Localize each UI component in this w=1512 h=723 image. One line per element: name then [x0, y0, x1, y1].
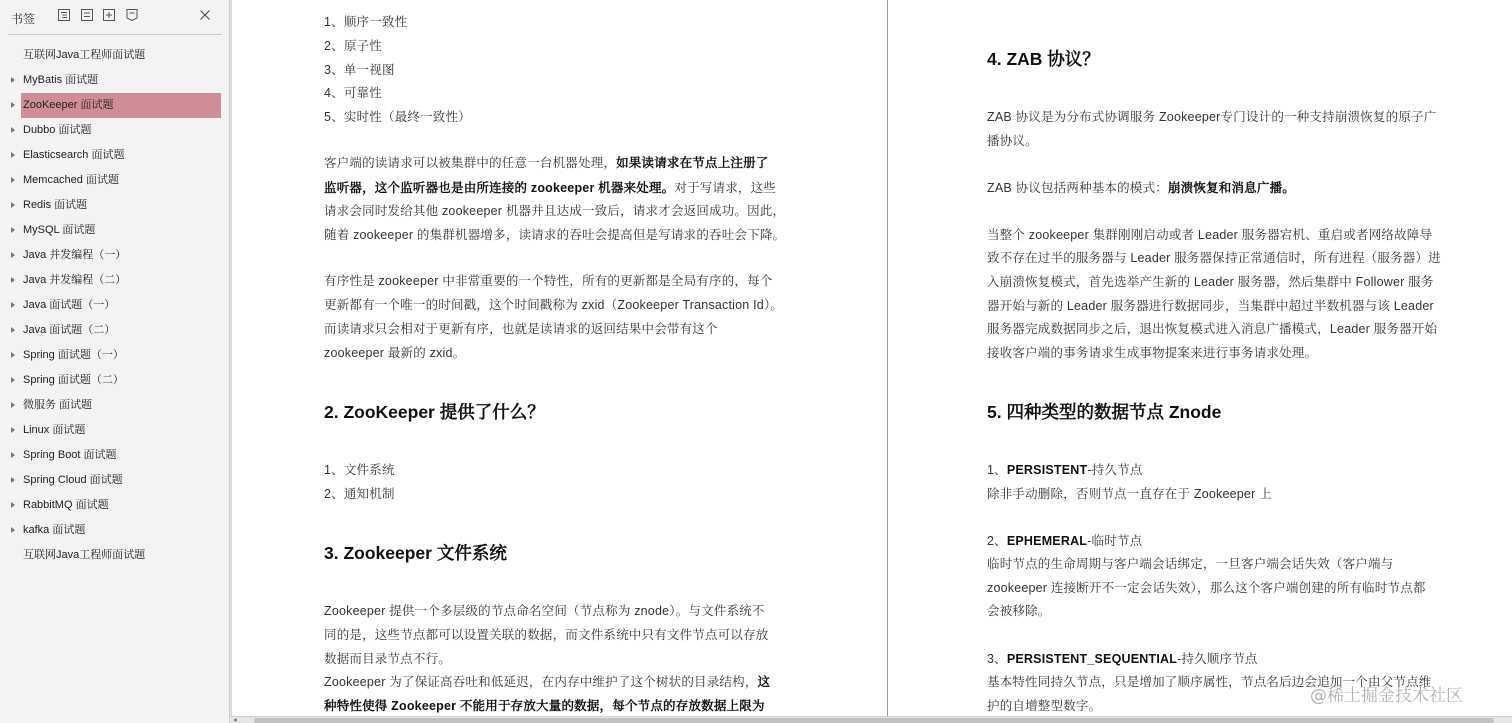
chevron-right-icon[interactable]	[11, 152, 15, 158]
chevron-right-icon[interactable]	[11, 427, 15, 433]
bookmark-item[interactable]	[0, 93, 229, 118]
paragraph-line: 客户端的读请求可以被集群中的任意一台机器处理，如果读请求在节点上注册了	[324, 156, 769, 170]
bookmark-label: Elasticsearch 面试题	[23, 149, 125, 161]
paragraph-line: Zookeeper 为了保证高吞吐和低延迟，在内存中维护了这个树状的目录结构，这	[324, 675, 771, 689]
paragraph-line: ZAB 协议包括两种基本的模式：崩溃恢复和消息广播。	[987, 181, 1295, 195]
bookmark-label: Redis 面试题	[23, 199, 88, 211]
bookmark-label: RabbitMQ 面试题	[23, 499, 109, 511]
chevron-right-icon[interactable]	[11, 177, 15, 183]
bookmark-item[interactable]	[0, 443, 229, 468]
chevron-right-icon[interactable]	[11, 302, 15, 308]
bookmarks-panel	[0, 0, 230, 723]
list-item: 4、可靠性	[324, 86, 382, 100]
bookmark-item[interactable]	[0, 543, 229, 568]
bookmark-item[interactable]	[0, 293, 229, 318]
paragraph-line: 而读请求只会相对于更新有序，也就是读请求的返回结果中会带有这个	[324, 322, 718, 336]
paragraph-line: 除非手动删除，否则节点一直存在于 Zookeeper 上	[987, 487, 1272, 501]
bookmarks-divider	[8, 34, 222, 35]
list-item: 1、顺序一致性	[324, 15, 408, 29]
paragraph-line: 请求会同时发给其他 zookeeper 机器并且达成一致后，请求才会返回成功。因此，	[324, 204, 786, 218]
paragraph-line: 有序性是 zookeeper 中非常重要的一个特性，所有的更新都是全局有序的，每个	[324, 274, 773, 288]
bookmark-label: 互联网Java工程师面试题	[23, 49, 146, 61]
bookmark-label: Dubbo 面试题	[23, 124, 92, 136]
chevron-right-icon[interactable]	[11, 377, 15, 383]
paragraph-line: Zookeeper 提供一个多层级的节点命名空间（节点称为 znode）。与文件系统不	[324, 604, 765, 618]
paragraph-line: 器开始与新的 Leader 服务器进行数据同步，当集群中超过半数机器与该 Leader	[987, 299, 1434, 313]
chevron-right-icon[interactable]	[11, 477, 15, 483]
bookmark-label: Memcached 面试题	[23, 174, 119, 186]
paragraph-line: 同的是，这些节点都可以设置关联的数据，而文件系统中只有文件节点可以存放	[324, 628, 769, 642]
bookmark-label: Java 面试题（二）	[23, 324, 116, 336]
paragraph-line: 当整个 zookeeper 集群刚刚启动或者 Leader 服务器宕机、重启或者网络故障导	[987, 228, 1433, 242]
bookmark-label: 微服务 面试题	[23, 399, 93, 411]
bookmark-item[interactable]	[0, 318, 229, 343]
chevron-right-icon[interactable]	[11, 252, 15, 258]
bookmark-options-icon[interactable]	[126, 9, 138, 21]
section-heading: 4. ZAB 协议？	[987, 49, 1100, 69]
bookmark-item[interactable]	[0, 518, 229, 543]
paragraph-line: 种特性使得 Zookeeper 不能用于存放大量的数据，每个节点的存放数据上限为	[324, 699, 765, 713]
add-bookmark-icon[interactable]	[103, 9, 115, 21]
bookmark-list	[0, 43, 229, 568]
chevron-right-icon[interactable]	[11, 102, 15, 108]
paragraph-line: 临时节点的生命周期与客户端会话绑定，一旦客户端会话失效（客户端与	[987, 557, 1394, 571]
chevron-right-icon[interactable]	[11, 127, 15, 133]
paragraph-line: 入崩溃恢复模式，首先选举产生新的 Leader 服务器，然后集群中 Follower 服务	[987, 275, 1434, 289]
paragraph-line: 会被移除。	[987, 604, 1051, 618]
bookmark-label: Java 面试题（一）	[23, 299, 116, 311]
list-item: 5、实时性（最终一致性）	[324, 110, 471, 124]
bookmark-item[interactable]	[0, 68, 229, 93]
bookmark-item[interactable]	[0, 393, 229, 418]
pdf-page-right	[888, 0, 1512, 716]
bookmark-item[interactable]	[0, 368, 229, 393]
bookmark-item[interactable]	[0, 418, 229, 443]
bookmark-item[interactable]	[0, 218, 229, 243]
bookmark-label: Java 并发编程（一）	[23, 249, 127, 261]
list-item: 3、单一视图	[324, 63, 395, 77]
paragraph-line: ZAB 协议是为分布式协调服务 Zookeeper专门设计的一种支持崩溃恢复的原子广	[987, 110, 1437, 124]
chevron-right-icon[interactable]	[11, 77, 15, 83]
paragraph-line: 数据而目录节点不行。	[324, 652, 452, 666]
paragraph-line: 随着 zookeeper 的集群机器增多，读请求的吞吐会提高但是写请求的吞吐会下降。	[324, 228, 786, 242]
bookmark-item[interactable]	[0, 168, 229, 193]
chevron-right-icon[interactable]	[11, 452, 15, 458]
bookmark-item[interactable]	[0, 243, 229, 268]
paragraph-line: 接收客户端的事务请求生成事物提案来进行事务请求处理。	[987, 346, 1318, 360]
bookmark-label: ZooKeeper 面试题	[23, 99, 114, 111]
bookmark-item[interactable]	[0, 468, 229, 493]
pdf-page-left	[232, 0, 887, 716]
paragraph-line: 更新都有一个唯一的时间戳，这个时间戳称为 zxid（Zookeeper Transaction Id）。	[324, 298, 784, 312]
close-icon[interactable]	[199, 9, 211, 21]
chevron-right-icon[interactable]	[11, 402, 15, 408]
node-type-title: 1、PERSISTENT-持久节点	[987, 463, 1143, 477]
horizontal-scrollbar[interactable]	[230, 716, 1512, 723]
bookmark-item[interactable]	[0, 343, 229, 368]
chevron-right-icon[interactable]	[11, 277, 15, 283]
bookmark-item[interactable]	[0, 43, 229, 68]
bookmark-label: MyBatis 面试题	[23, 74, 99, 86]
bookmark-label: Spring Cloud 面试题	[23, 474, 123, 486]
expand-all-icon[interactable]	[58, 9, 70, 21]
paragraph-line: zookeeper 最新的 zxid。	[324, 346, 466, 360]
bookmark-item[interactable]	[0, 268, 229, 293]
section-heading: 5. 四种类型的数据节点 Znode	[987, 402, 1222, 422]
bookmark-label: Spring 面试题（二）	[23, 374, 124, 386]
node-type-title: 3、PERSISTENT_SEQUENTIAL-持久顺序节点	[987, 652, 1258, 666]
bookmark-label: 互联网Java工程师面试题	[23, 549, 146, 561]
paragraph-line: 基本特性同持久节点，只是增加了顺序属性，节点名后边会追加一个由父节点维	[987, 675, 1432, 689]
section-heading: 2. ZooKeeper 提供了什么？	[324, 402, 545, 422]
chevron-right-icon[interactable]	[11, 227, 15, 233]
paragraph-line: 致不存在过半的服务器与 Leader 服务器保持正常通信时，所有进程（服务器）进	[987, 251, 1441, 265]
list-item: 2、通知机制	[324, 487, 395, 501]
paragraph-line: zookeeper 连接断开不一定会话失效），那么这个客户端创建的所有临时节点都	[987, 581, 1426, 595]
bookmark-item[interactable]	[0, 493, 229, 518]
list-item: 2、原子性	[324, 39, 382, 53]
bookmark-item[interactable]	[0, 143, 229, 168]
bookmark-item[interactable]	[0, 118, 229, 143]
bookmarks-header	[0, 0, 229, 34]
paragraph-line: 监听器，这个监听器也是由所连接的 zookeeper 机器来处理。对于写请求，这些	[324, 181, 776, 195]
list-item: 1、文件系统	[324, 463, 395, 477]
collapse-all-icon[interactable]	[81, 9, 93, 21]
bookmark-label: Spring 面试题（一）	[23, 349, 124, 361]
bookmark-label: Spring Boot 面试题	[23, 449, 117, 461]
chevron-right-icon[interactable]	[11, 502, 15, 508]
bookmark-label: Java 并发编程（二）	[23, 274, 127, 286]
bookmark-label: MySQL 面试题	[23, 224, 96, 236]
bookmark-label: kafka 面试题	[23, 524, 86, 536]
paragraph-line: 播协议。	[987, 134, 1038, 148]
paragraph-line: 服务器完成数据同步之后，退出恢复模式进入消息广播模式，Leader 服务器开始	[987, 322, 1438, 336]
chevron-right-icon[interactable]	[11, 527, 15, 533]
bookmark-label: Linux 面试题	[23, 424, 86, 436]
scrollbar-thumb[interactable]	[254, 718, 1494, 723]
chevron-right-icon[interactable]	[11, 352, 15, 358]
watermark: @稀土掘金技术社区	[1310, 686, 1463, 706]
paragraph-line: 护的自增整型数字。	[987, 699, 1102, 713]
scroll-left-icon[interactable]	[233, 718, 237, 722]
bookmarks-title: 书签	[11, 12, 36, 26]
bookmark-item[interactable]	[0, 193, 229, 218]
node-type-title: 2、EPHEMERAL-临时节点	[987, 534, 1143, 548]
section-heading: 3. Zookeeper 文件系统	[324, 543, 507, 563]
chevron-right-icon[interactable]	[11, 202, 15, 208]
chevron-right-icon[interactable]	[11, 327, 15, 333]
